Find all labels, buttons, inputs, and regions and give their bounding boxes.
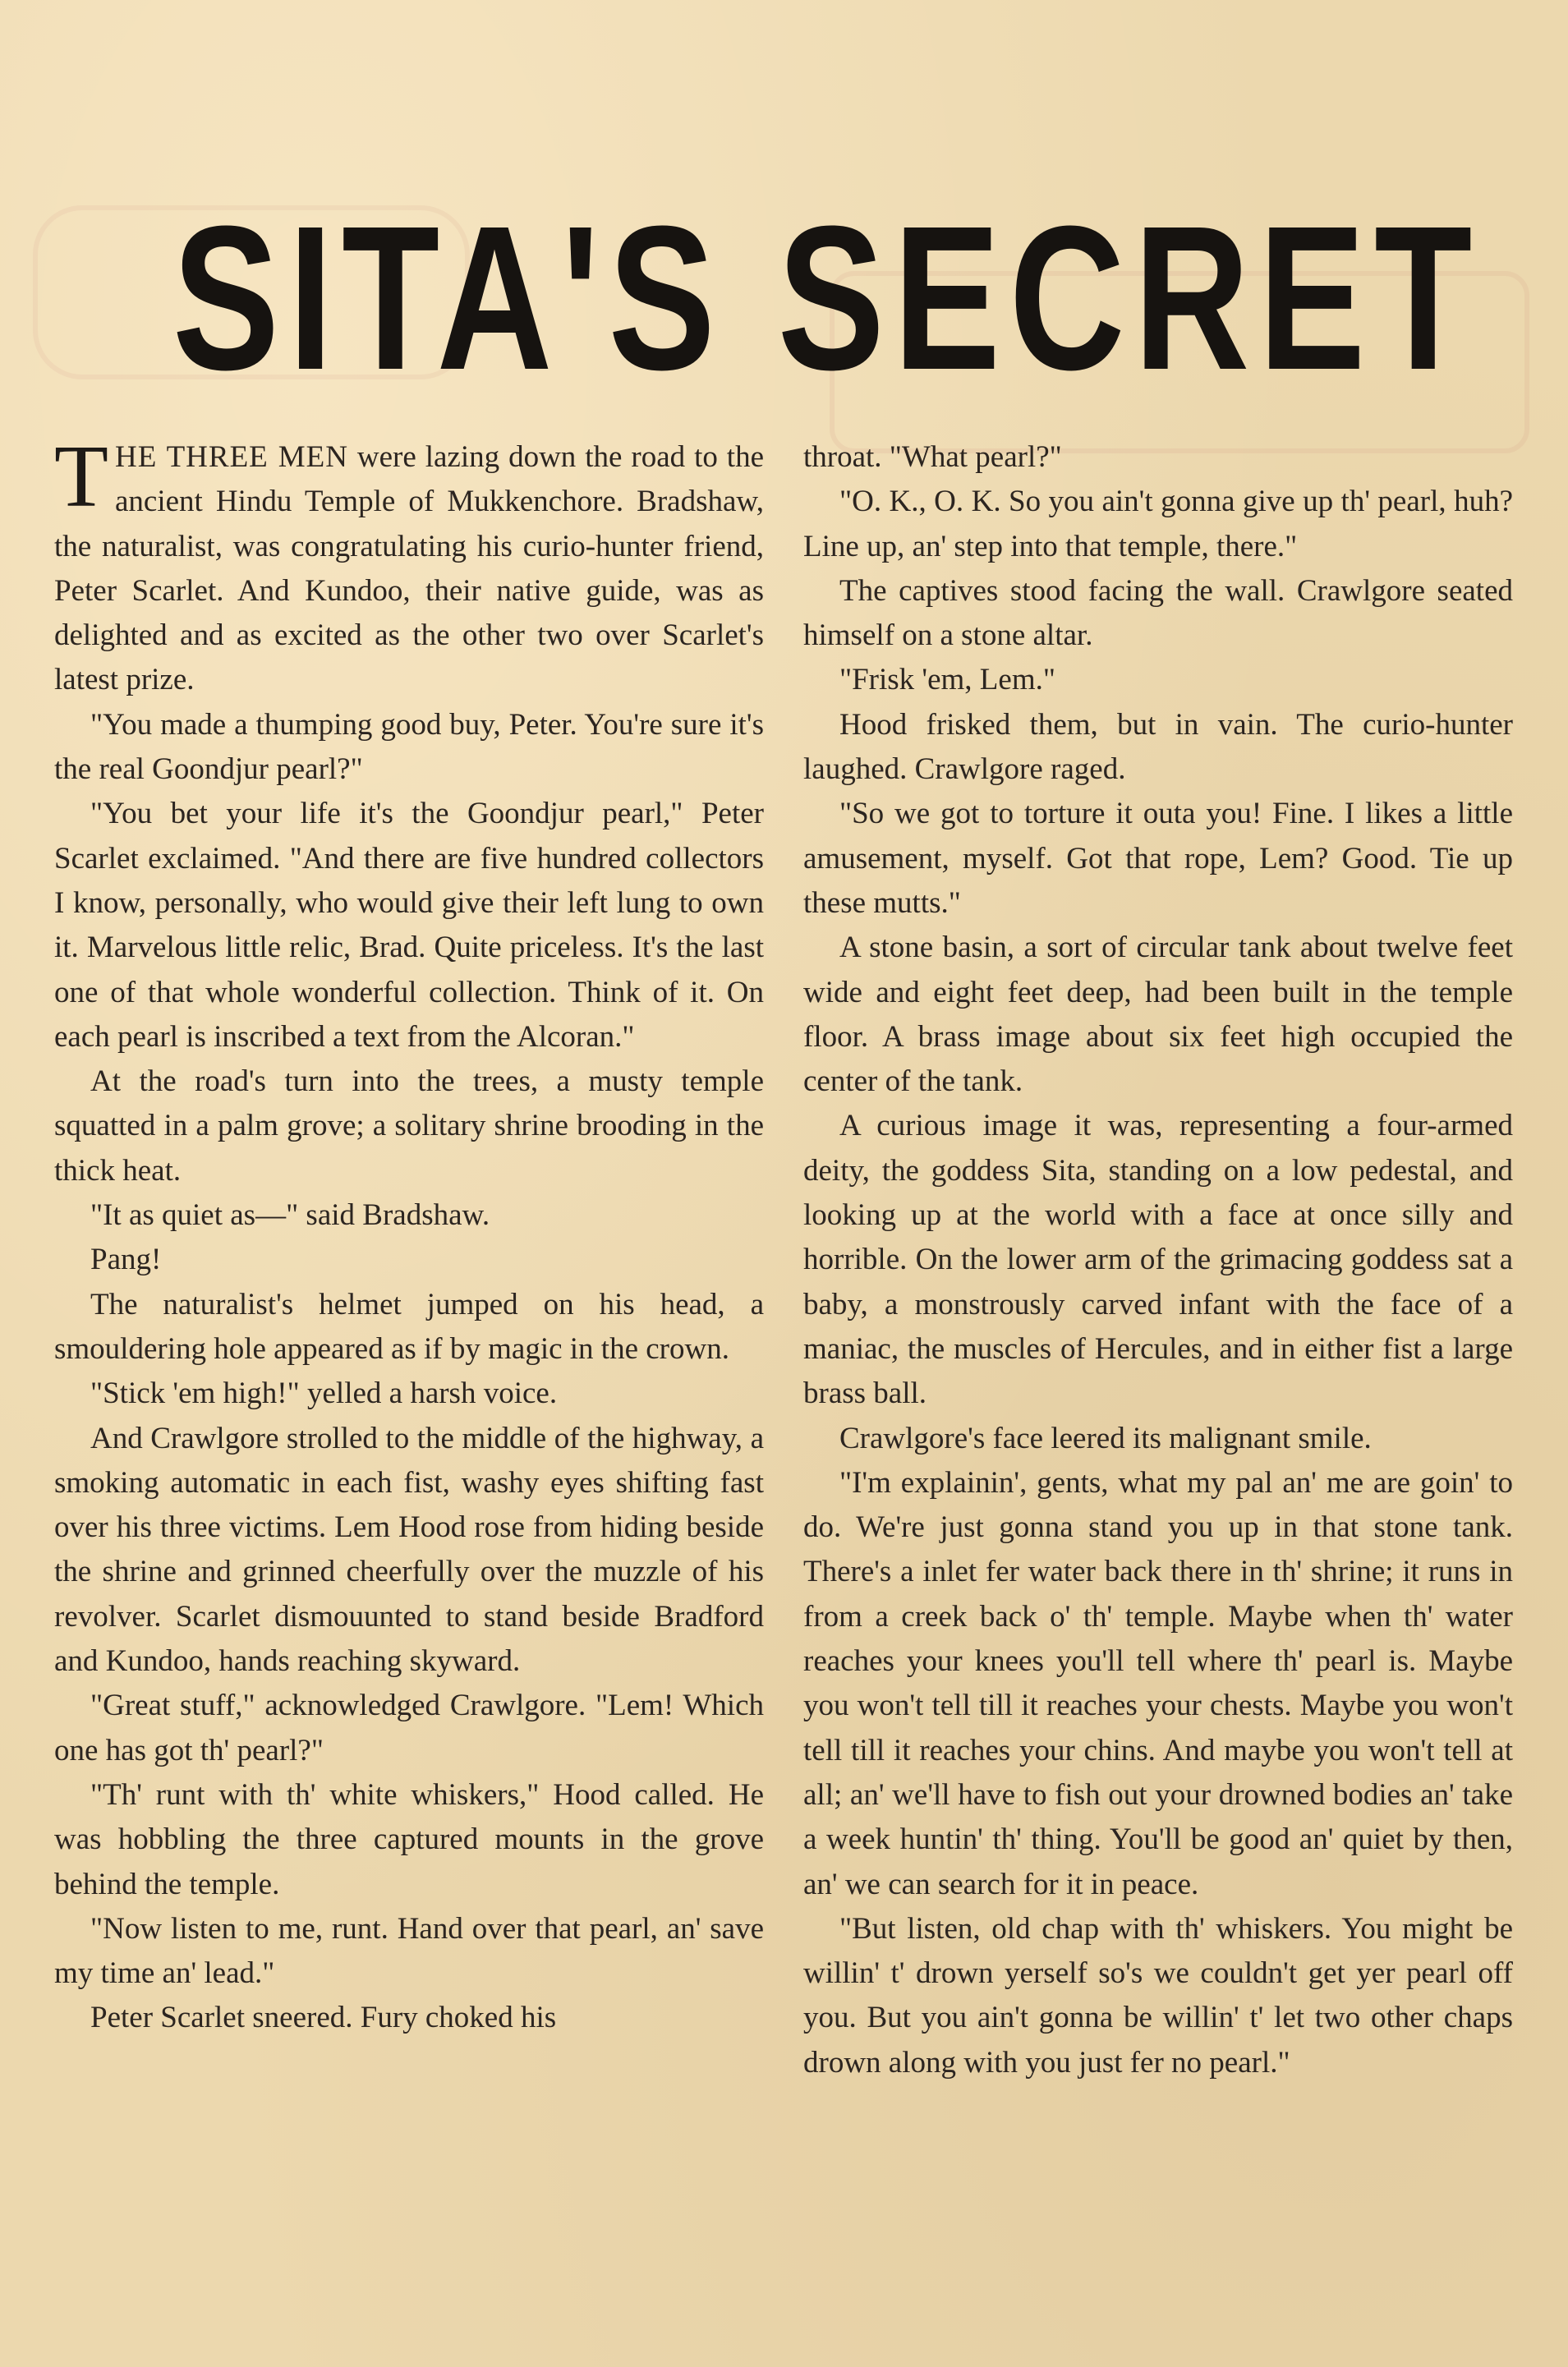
drop-cap: T [54, 428, 108, 526]
paragraph: Crawlgore's face leered its malignant smile. [839, 1421, 1372, 1455]
continued-paragraph: throat. "What pearl?" [803, 440, 1062, 474]
paragraph: "Frisk 'em, Lem." [839, 663, 1055, 697]
paragraph: "O. K., O. K. So you ain't gonna give up th' pearl, huh? Line up, an' step into that temple, there." [803, 485, 1513, 563]
paragraph: A stone basin, a sort of circular tank about twelve feet wide and eight feet deep, had been built in the temple floor. A brass image about six feet high occupied the center of the tank. [803, 931, 1513, 1099]
paragraph-text: were lazing down the road to the ancient Hindu Temple of Mukkenchore. Bradshaw, the naturalist, was congratulating his curio-hunter friend, Peter Scarlet. And Kundoo, their native guide, was as delighted and as excited as the other two over Scarlet's latest prize. [54, 440, 765, 697]
lead-in: HE THREE MEN [114, 440, 348, 474]
paragraph: A curious image it was, representing a four-armed deity, the goddess Sita, standing on a low pedestal, and looking up at the world with a face at once silly and horrible. On the lower arm of the grimacing goddess sat a baby, a monstrously carved infant with the face of a maniac, the muscles of Hercules, and in either fist a large brass ball. [803, 1109, 1513, 1411]
paragraph: "But listen, old chap with th' whiskers. You might be willin' t' drown yerself so's we couldn't get yer pearl off you. But you ain't gonna be willin' t' let two other chaps drown along with you just fer no pearl." [803, 1911, 1513, 2080]
paragraph: "Now listen to me, runt. Hand over that pearl, an' save my time an' lead." [54, 1911, 764, 1991]
paragraph: At the road's turn into the trees, a musty temple squatted in a palm grove; a solitary shrine brooding in the thick heat. [54, 1064, 764, 1188]
paragraph: "You made a thumping good buy, Peter. You're sure it's the real Goondjur pearl?" [54, 707, 764, 787]
paragraph: And Crawlgore strolled to the middle of the highway, a smoking automatic in each fist, washy eyes shifting fast over his three victims. Lem Hood rose from hiding beside the shrine and grinned cheerfully over the muzzle of his revolver. Scarlet dismouunted to stand beside Bradford and Kundoo, hands reaching skyward. [54, 1421, 764, 1679]
story-title: SITA'S SECRET [172, 182, 1482, 412]
left-column [54, 428, 765, 2041]
paragraph: "Th' runt with th' white whiskers," Hood called. He was hobbling the three captured mounts in the grove behind the temple. [54, 1777, 764, 1901]
paragraph: "You bet your life it's the Goondjur pearl," Peter Scarlet exclaimed. "And there are five hundred collectors I know, personally, who would give their left lung to own it. Marvelous little relic, Brad. Quite priceless. It's the last one of that whole wonderful collection. Think of it. On each pearl is inscribed a text from the Alcoran." [54, 797, 764, 1054]
paragraph: The captives stood facing the wall. Crawlgore seated himself on a stone altar. [803, 573, 1513, 653]
paragraph: The naturalist's helmet jumped on his head, a smouldering hole appeared as if by magic in the crown. [54, 1287, 764, 1366]
paragraph: "So we got to torture it outa you! Fine. I likes a little amusement, myself. Got that rope, Lem? Good. Tie up these mutts." [803, 797, 1513, 920]
paragraph: "Stick 'em high!" yelled a harsh voice. [90, 1377, 558, 1411]
right-column [803, 435, 1513, 2085]
paragraph: Pang! [90, 1243, 162, 1277]
paragraph: "Great stuff," acknowledged Crawlgore. "Lem! Which one has got th' pearl?" [54, 1689, 764, 1767]
paragraph: Hood frisked them, but in vain. The curio-hunter laughed. Crawlgore raged. [803, 707, 1513, 787]
paragraph: "It as quiet as—" said Bradshaw. [90, 1198, 490, 1233]
paragraph: Peter Scarlet sneered. Fury choked his [90, 2001, 557, 2035]
opening-paragraph [54, 428, 765, 703]
paragraph: "I'm explainin', gents, what my pal an' me are goin' to do. We're just gonna stand you up in that stone tank. There's a inlet fer water back there in th' shrine; it runs in from a creek back o' th' temple. Maybe when th' water reaches your knees you'll tell where th' pearl is. Maybe you won't tell till it reaches your chests. Maybe you won't tell till it reaches your chins. And maybe you won't tell at all; an' we'll have to fish out your drowned bodies an' take a week huntin' th' thing. You'll be good an' quiet by then, an' we can search for it in peace. [803, 1465, 1513, 1901]
